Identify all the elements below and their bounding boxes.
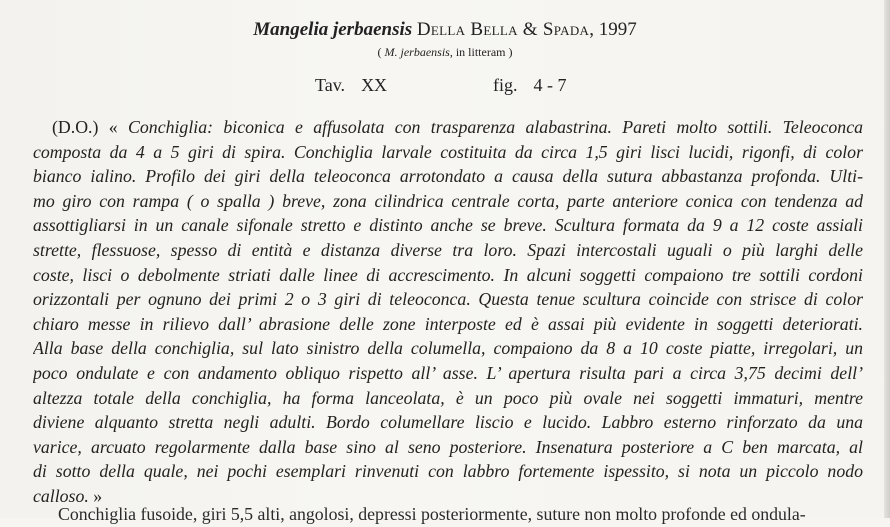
subtitle-open: ( — [377, 45, 385, 59]
year-separator: , — [589, 19, 599, 40]
description-line: chiaro messe in rilievo dall’ abrasione delle zone interposte ed è assai più evidente in soggetti deteriorati. — [33, 313, 863, 334]
figure-label: fig. — [493, 75, 518, 95]
species-authors: Della Bella & Spada — [416, 19, 590, 40]
description-line: assottigliarsi in un canale sifonale stretto e distinto anche se breve. Scultura formata da 9 a 12 coste assiali — [33, 215, 863, 236]
description-line: mo giro con rampa ( o spalla ) breve, zona cilindrica centrale corta, parte anteriore conica con tendenza ad — [33, 190, 863, 211]
description-line: coste, lisci o debolmente striati dalle linee di accrescimento. In alcuni soggetti compaiono tre sottili cordoni — [33, 264, 863, 285]
plate-number: XX — [361, 75, 388, 95]
plate-reference — [315, 75, 387, 96]
description-line: varice, arcuato regolarmente dalla base sino al seno posteriore. Insenatura posteriore a C ben marcata, al — [33, 436, 863, 457]
continuation-line: Conchiglia fusoide, giri 5,5 alti, angolosi, depressi posteriormente, suture non molto profonde ed ondula- — [58, 504, 806, 524]
description-line: composta da 4 a 5 giri di spira. Conchiglia larvale costituita da circa 1,5 giri lisci lucidi, rigonfi, di color — [33, 141, 863, 162]
species-year: 1997 — [598, 19, 637, 40]
description-paragraph — [33, 115, 863, 509]
page-edge — [884, 0, 890, 518]
description-line: di sotto della quale, nei pochi esemplari rinvenuti con labbro fortemente ispessito, si nota un piccolo nodo — [33, 461, 863, 482]
description-line: strette, flessuose, spesso di entità e distanza diverse tra loro. Spazi intercostali uguali o più larghi delle — [33, 239, 863, 260]
description-line: (D.O.) « Conchiglia: biconica e affusolata con trasparenza alabastrina. Pareti molto sottili. Teleoconca — [52, 117, 863, 137]
subtitle-rest: , in litteram ) — [449, 45, 513, 59]
description-line: diviene alquanto stretta negli adulti. Bordo columellare liscio e lucido. Labbro esterno rinforzato da una — [33, 412, 863, 433]
plate-label: Tav. — [315, 75, 346, 95]
figure-reference — [493, 75, 567, 96]
description-line: Alla base della conchiglia, sul lato sinistro della columella, compaiono da 8 a 10 coste piatte, irregolari, un — [33, 338, 863, 359]
description-line: bianco ialino. Profilo dei giri della teleoconca arrotondato a causa della sutura abbastanza profonda. Ulti- — [33, 166, 863, 187]
description-line: calloso. » — [33, 485, 103, 506]
species-subtitle — [0, 45, 890, 60]
description-suffix: » — [88, 485, 103, 506]
description-line: altezza totale della conchiglia, ha forma lanceolata, è un poco più ovale nei soggetti immaturi, mentre — [33, 387, 863, 408]
description-prefix: (D.O.) « — [52, 117, 118, 137]
species-name: Mangelia jerbaensis — [253, 19, 413, 40]
figure-range: 4 - 7 — [533, 75, 567, 95]
description-line: poco ondulate e con andamento obliquo rispetto all’ asse. L’ apertura risulta pari a circa 3,75 decimi dell’ — [33, 362, 863, 383]
subtitle-species: M. jerbaensis — [384, 45, 450, 59]
species-title — [0, 19, 890, 41]
description-line: orizzontali per ognuno dei primi 2 o 3 giri di teleoconca. Questa tenue scultura coincide con strisce di color — [33, 289, 863, 310]
